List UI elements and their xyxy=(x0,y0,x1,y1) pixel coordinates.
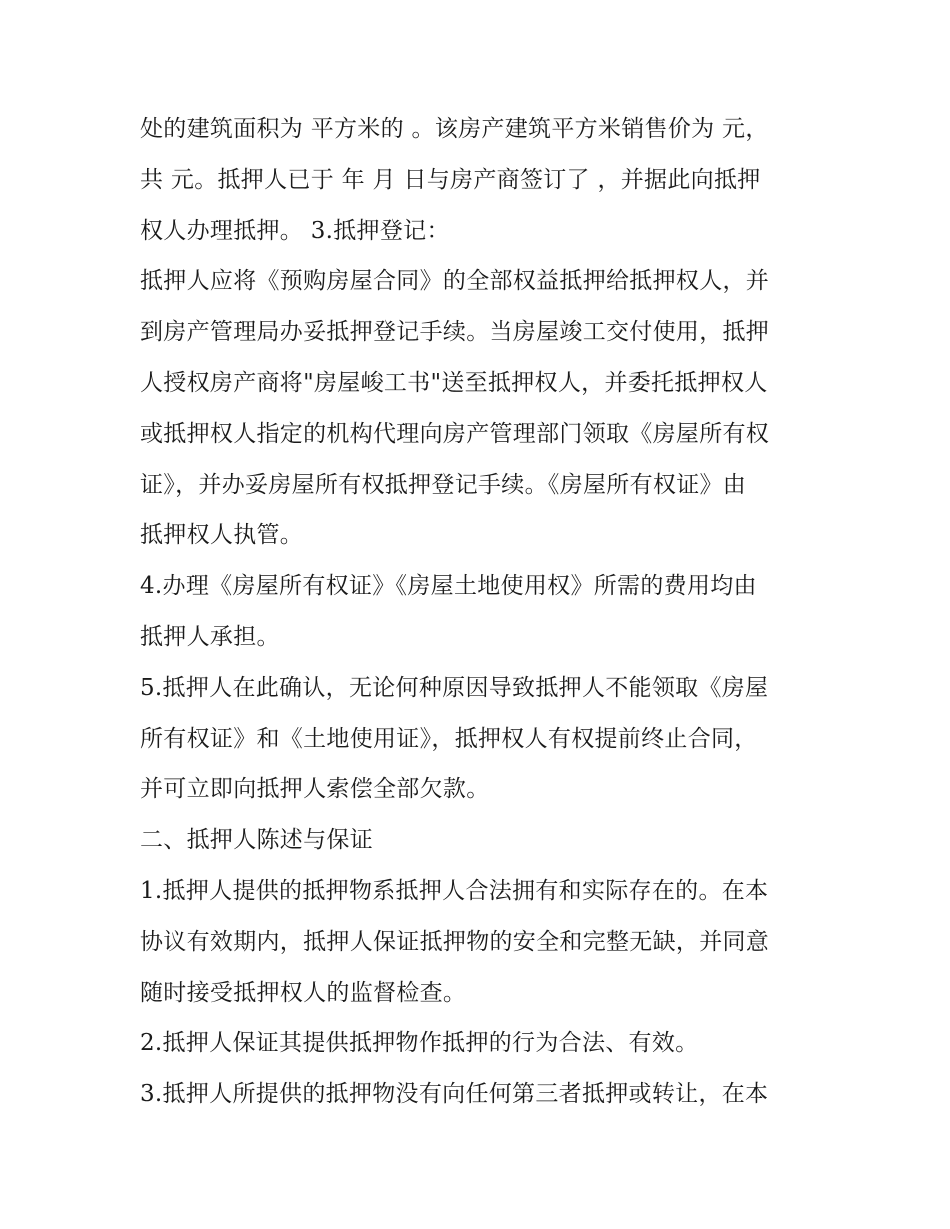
document-body xyxy=(140,104,820,1120)
text-line: 所有权证》和《土地使用证》，抵押权人有权提前终止合同， xyxy=(140,725,758,752)
text-line: 或抵押权人指定的机构代理向房产管理部门领取《房屋所有权 xyxy=(140,420,770,447)
text-line: 2.抵押人保证其提供抵押物作抵押的行为合法、有效。 xyxy=(140,1030,699,1057)
text-line: 抵押人应将《预购房屋合同》的全部权益抵押给抵押权人，并 xyxy=(140,268,770,295)
text-line: 抵押权人执管。 xyxy=(140,522,304,549)
text-line: 随时接受抵押权人的监督检查。 xyxy=(140,979,467,1006)
text-line: 3.抵押人所提供的抵押物没有向任何第三者抵押或转让，在本 xyxy=(140,1081,769,1108)
text-line: 到房产管理局办妥抵押登记手续。当房屋竣工交付使用，抵押 xyxy=(140,319,770,346)
text-line: 4.办理《房屋所有权证》《房屋土地使用权》所需的费用均由 xyxy=(140,573,757,600)
text-line: 处的建筑面积为 平方米的 。该房产建筑平方米销售价为 元， xyxy=(140,116,769,142)
text-line: 并可立即向抵押人索偿全部欠款。 xyxy=(140,776,490,803)
text-line: 5.抵押人在此确认，无论何种原因导致抵押人不能领取《房屋 xyxy=(140,674,769,701)
text-line: 权人办理抵押。 3.抵押登记： xyxy=(140,217,450,244)
section-heading: 二、抵押人陈述与保证 xyxy=(140,827,373,854)
text-line: 协议有效期内，抵押人保证抵押物的安全和完整无缺，并同意 xyxy=(140,928,770,955)
text-line: 抵押人承担。 xyxy=(140,623,280,650)
text-line: 人授权房产商将"房屋峻工书"送至抵押权人，并委托抵押权人 xyxy=(140,369,768,396)
text-line: 证》，并办妥房屋所有权抵押登记手续。《房屋所有权证》由 xyxy=(140,471,747,498)
text-line: 1.抵押人提供的抵押物系抵押人合法拥有和实际存在的。在本 xyxy=(140,877,769,904)
text-line: 共 元。抵押人已于 年 月 日与房产商签订了 ，并据此向抵押 xyxy=(140,166,761,193)
